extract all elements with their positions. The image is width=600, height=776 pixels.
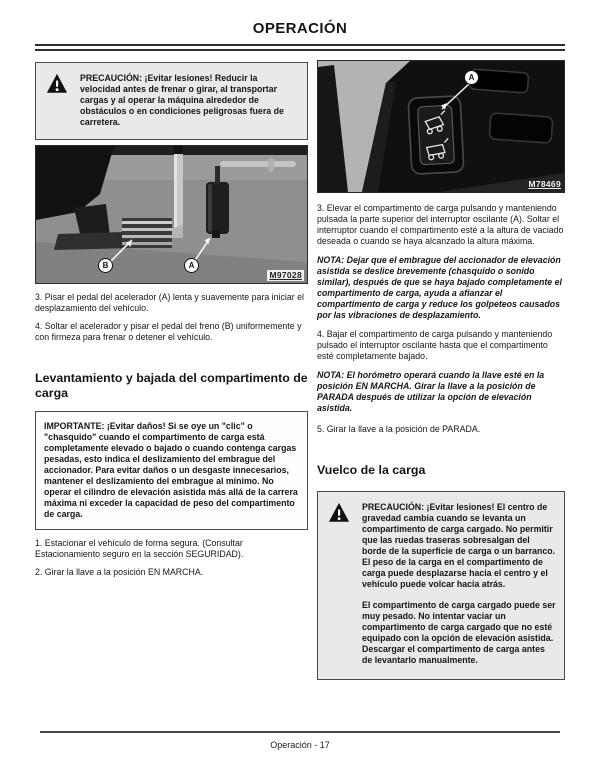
caution-paragraph-2: El compartimento de carga cargado puede ser muy pesado. No intentar vaciar un compartimento de carga cargado que no esté equipado con la opción de elevación asistida. Descargar el compartimento de carga antes de levantarlo manualmente. [362, 600, 556, 665]
step-3-left: 3. Pisar el pedal del acelerador (A) lenta y suavemente para iniciar el desplazamiento del vehículo. [35, 292, 304, 313]
photo-id-label: M97028 [269, 270, 302, 280]
section-heading-lift-lower: Levantamiento y bajada del compartimento de carga [35, 371, 308, 400]
step-4-right: 4. Bajar el compartimento de carga pulsando y manteniendo pulsado el interruptor oscilante hasta que el compartimento esté completamente bajado. [317, 329, 553, 361]
step-1-left: 1. Estacionar el vehículo de forma segura. (Consultar Estacionamiento seguro en la sección SEGURIDAD). [35, 538, 244, 560]
step-2-left: 2. Girar la llave a la posición EN MARCHA. [35, 567, 204, 578]
caution-paragraph: PRECAUCIÓN: ¡Evitar lesiones! Reducir la velocidad antes de frenar o girar, al transportar cargas y al operar la máquina alrededor de obstáculos o en condiciones peligrosas fuera de carretera. [80, 73, 284, 127]
importante-box [35, 411, 308, 530]
callout-a: A [184, 258, 199, 273]
caution-text [362, 502, 556, 666]
step-5-right: 5. Girar la llave a la posición de PARADA. [317, 424, 481, 434]
step-4-left: 4. Soltar el acelerador y pisar el pedal del freno (B) uniformemente y con firmeza para frenar o detener el vehículo. [35, 321, 302, 342]
photo-id-label: M78469 [528, 179, 561, 189]
callout-a-switch: A [464, 70, 479, 85]
caution-paragraph-1: PRECAUCIÓN: ¡Evitar lesiones! El centro de gravedad cambia cuando se levanta un compartimento de carga cargado. No permitir que las ruedas traseras sobresalgan del borde de la superficie de carga o un barranco. El peso de la carga en el compartimento de carga puede desplazarse hacia el centro y el vehículo puede volcar hacia atrás. [362, 502, 556, 589]
switch-photo [317, 60, 565, 193]
warning-triangle-icon [326, 502, 362, 527]
callout-b: B [98, 258, 113, 273]
header-divider [35, 44, 565, 51]
pedal-photo-illustration [36, 146, 307, 283]
step-3-right: 3. Elevar el compartimento de carga pulsando y manteniendo pulsada la parte superior del interruptor oscilante (A). Soltar el interruptor cuando el compartimento esté a la altura de vaciado deseada o cuando se haya alcanzado la altura máxima. [317, 203, 564, 246]
nota-clutch-slip: NOTA: Dejar que el embrague del accionador de elevación asistida se deslice brevemente (chasquido o sonido similar), después de que se haya bajado completamente el compartimento de carga, ayuda a afianzar el compartimento de carga y reduce los golpeteos causados por las vibraciones de desplazamiento. [317, 255, 562, 320]
footer-divider [40, 731, 560, 733]
pedal-photo [35, 145, 308, 284]
warning-triangle-icon [44, 73, 80, 98]
right-column [317, 60, 565, 680]
importante-text: IMPORTANTE: ¡Evitar daños! Si se oye un "clic" o "chasquido" cuando el compartimento de carga está completamente elevado o bajado o cuando contenga cargas pesadas, esto indica el deslizamiento del embrague del accionador. Para evitar daños o un desgaste innecesarios, mantener el deslizamiento del embrague al mínimo. No operar el cilindro de elevación asistida más allá de la carrera máxima ni exceder la capacidad de peso del compartimento de carga. [44, 421, 298, 520]
switch-photo-illustration [318, 61, 564, 192]
section-heading-dumping: Vuelco de la carga [317, 463, 426, 477]
caution-box-braking [35, 62, 308, 140]
page-footer: Operación - 17 [270, 740, 330, 750]
nota-hour-meter: NOTA: El horómetro operará cuando la llave esté en la posición EN MARCHA. Girar la llave a la posición de PARADA después de utilizar la opción de elevación asistida. [317, 370, 545, 413]
caution-text [80, 73, 299, 128]
caution-box-tipping [317, 491, 565, 680]
page-title: OPERACIÓN [252, 20, 348, 37]
left-column [35, 62, 308, 578]
